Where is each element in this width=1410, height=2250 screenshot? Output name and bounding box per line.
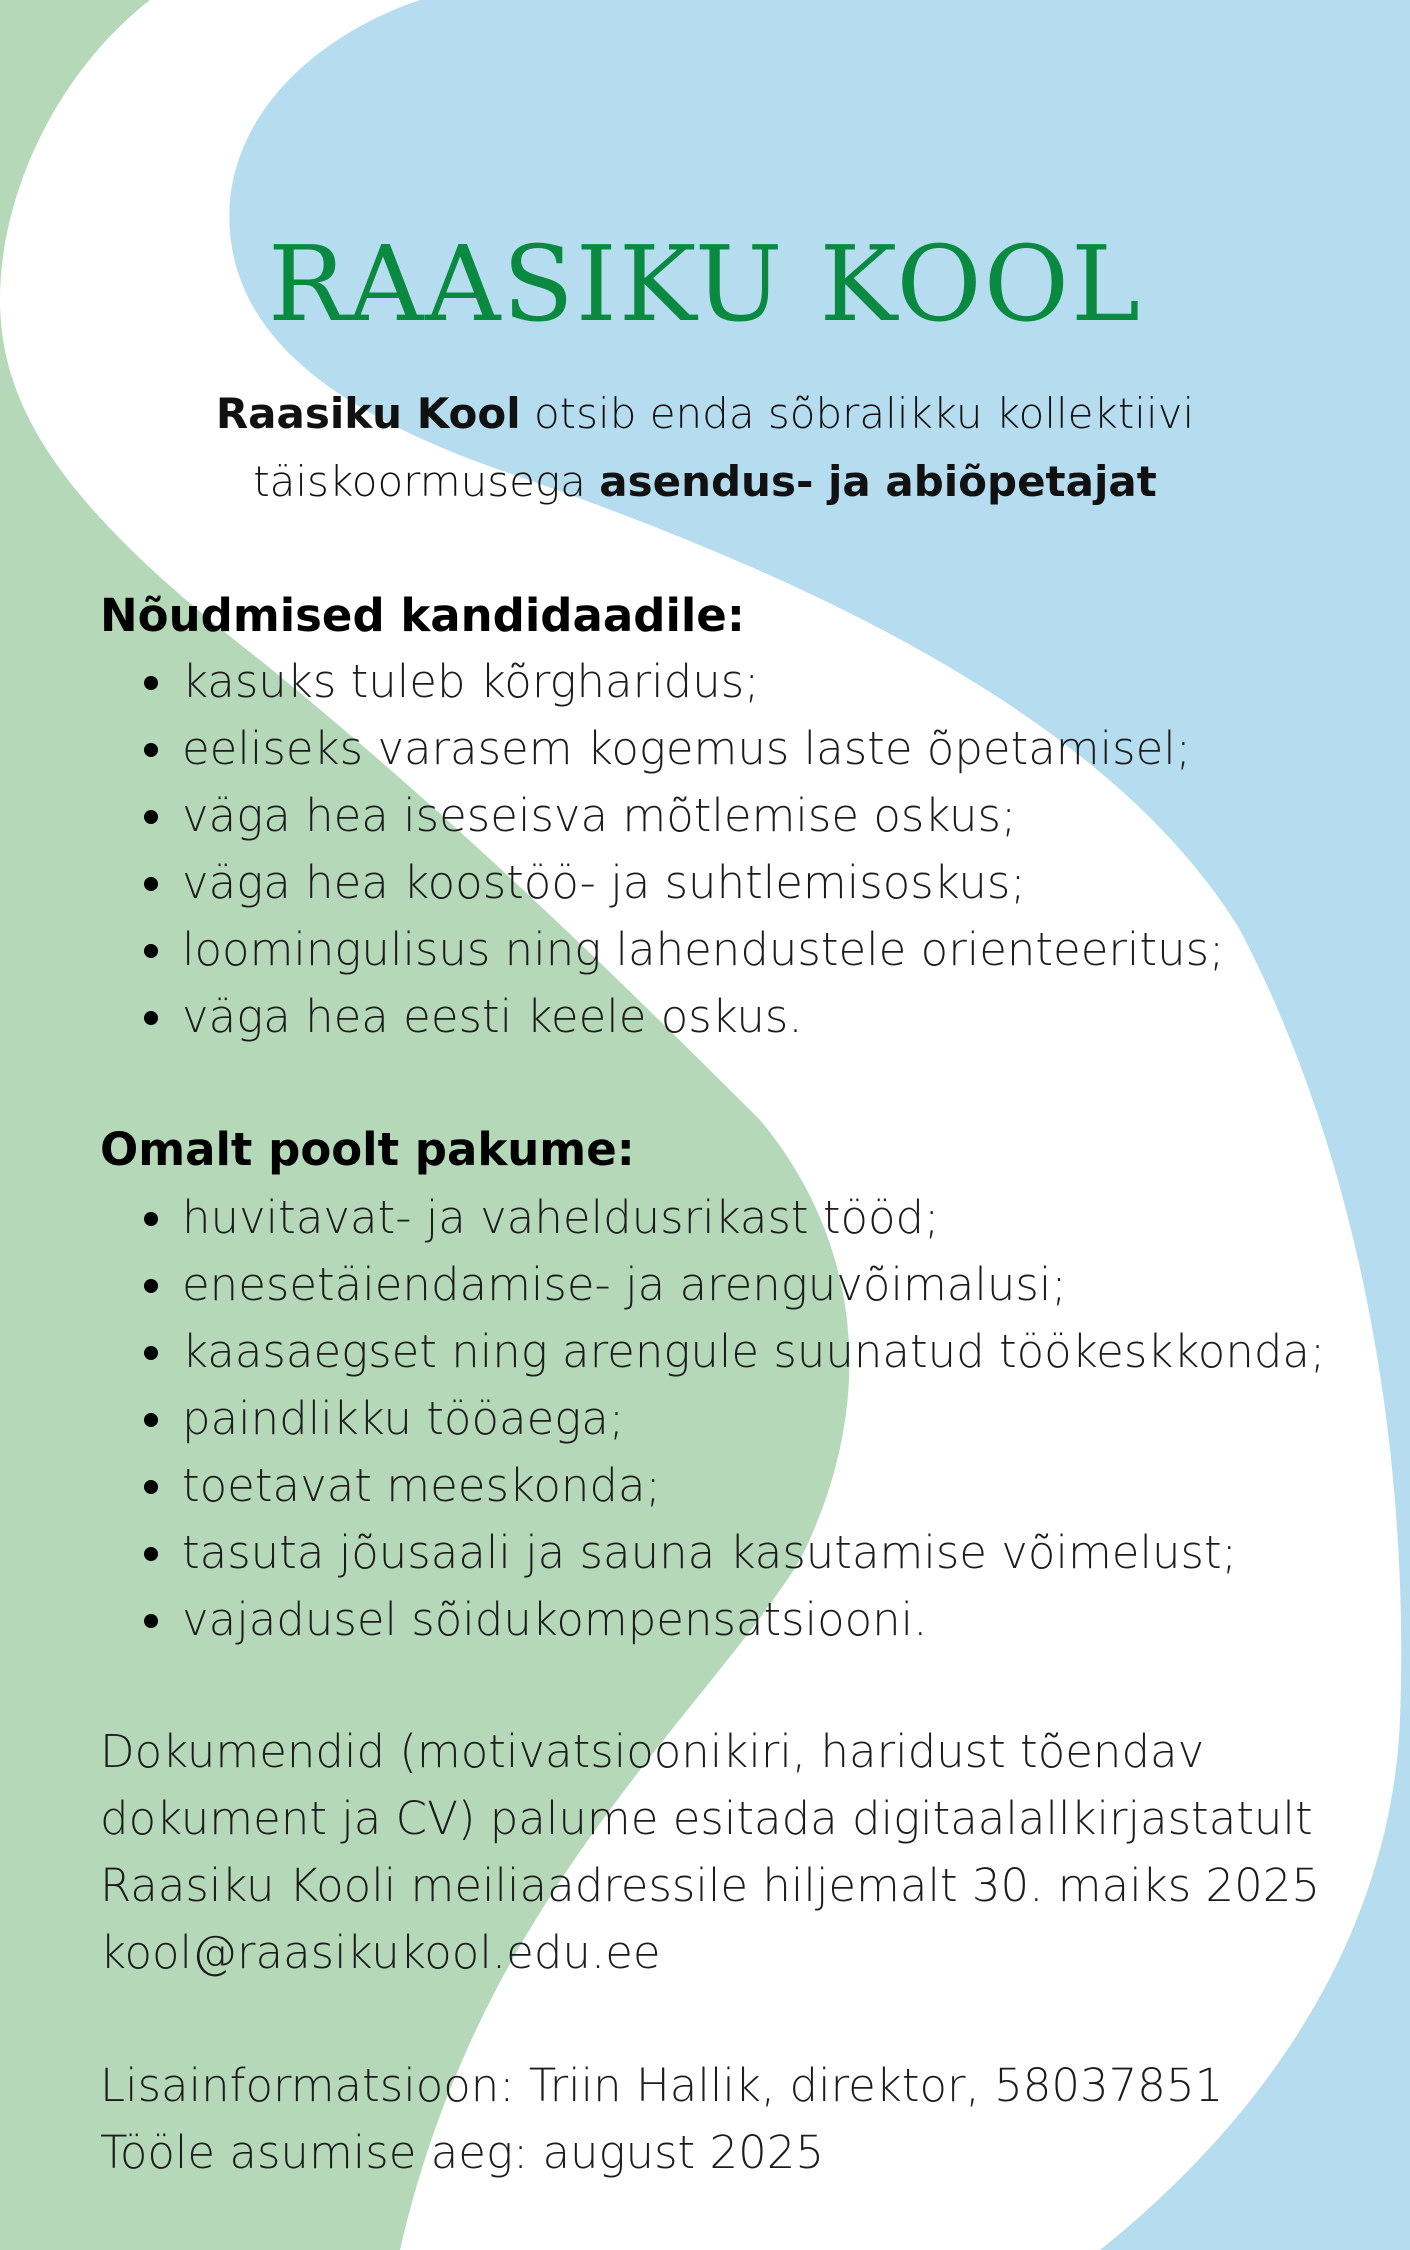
intro-text — [80, 380, 1330, 516]
requirement-item: eeliseks varasem kogemus laste õpetamisel; — [128, 715, 1224, 782]
offer-item: huvitavat- ja vaheldusrikast tööd; — [128, 1184, 1325, 1251]
contact-info: Lisainformatsioon: Triin Hallik, direktor, 58037851 — [100, 2059, 1224, 2112]
email-address: kool@raasikukool.edu.ee — [100, 1926, 661, 1979]
requirement-item: väga hea eesti keele oskus. — [128, 983, 1224, 1050]
offer-item: toetavat meeskonda; — [128, 1452, 1325, 1519]
requirements-heading: Nõudmised kandidaadile: — [100, 589, 745, 642]
documents-line: dokument ja CV) palume esitada digitaalallkirjastatult — [100, 1792, 1313, 1845]
requirement-item: kasuks tuleb kõrgharidus; — [128, 648, 1224, 715]
intro-text-part-2: täiskoormusega — [253, 457, 600, 506]
offer-item: kaasaegset ning arengule suunatud töökeskkonda; — [128, 1318, 1325, 1385]
documents-paragraph — [100, 1718, 1320, 1986]
offer-item: tasuta jõusaali ja sauna kasutamise võimelust; — [128, 1519, 1325, 1586]
intro-text-part-1: otsib enda sõbralikku kollektiivi — [520, 389, 1195, 438]
offer-item: enesetäiendamise- ja arenguvõimalusi; — [128, 1251, 1325, 1318]
offer-list — [128, 1184, 1325, 1653]
offer-item: vajadusel sõidukompensatsiooni. — [128, 1586, 1325, 1653]
requirement-item: loomingulisus ning lahendustele orienteeritus; — [128, 916, 1224, 983]
documents-line: Dokumendid (motivatsioonikiri, haridust tõendav — [100, 1725, 1205, 1778]
contact-paragraph — [100, 2052, 1320, 2186]
documents-line: Raasiku Kooli meiliaadressile hiljemalt 30. maiks 2025 — [100, 1859, 1321, 1912]
offer-heading: Omalt poolt pakume: — [100, 1123, 635, 1176]
requirement-item: väga hea koostöö- ja suhtlemisoskus; — [128, 849, 1224, 916]
start-date: Tööle asumise aeg: august 2025 — [100, 2126, 824, 2179]
requirement-item: väga hea iseseisva mõtlemise oskus; — [128, 782, 1224, 849]
requirements-list — [128, 648, 1224, 1050]
intro-position: asendus- ja abiõpetajat — [599, 457, 1157, 506]
intro-school-name: Raasiku Kool — [215, 389, 521, 438]
offer-item: paindlikku tööaega; — [128, 1385, 1325, 1452]
school-title: RAASIKU KOOL — [267, 223, 1143, 345]
